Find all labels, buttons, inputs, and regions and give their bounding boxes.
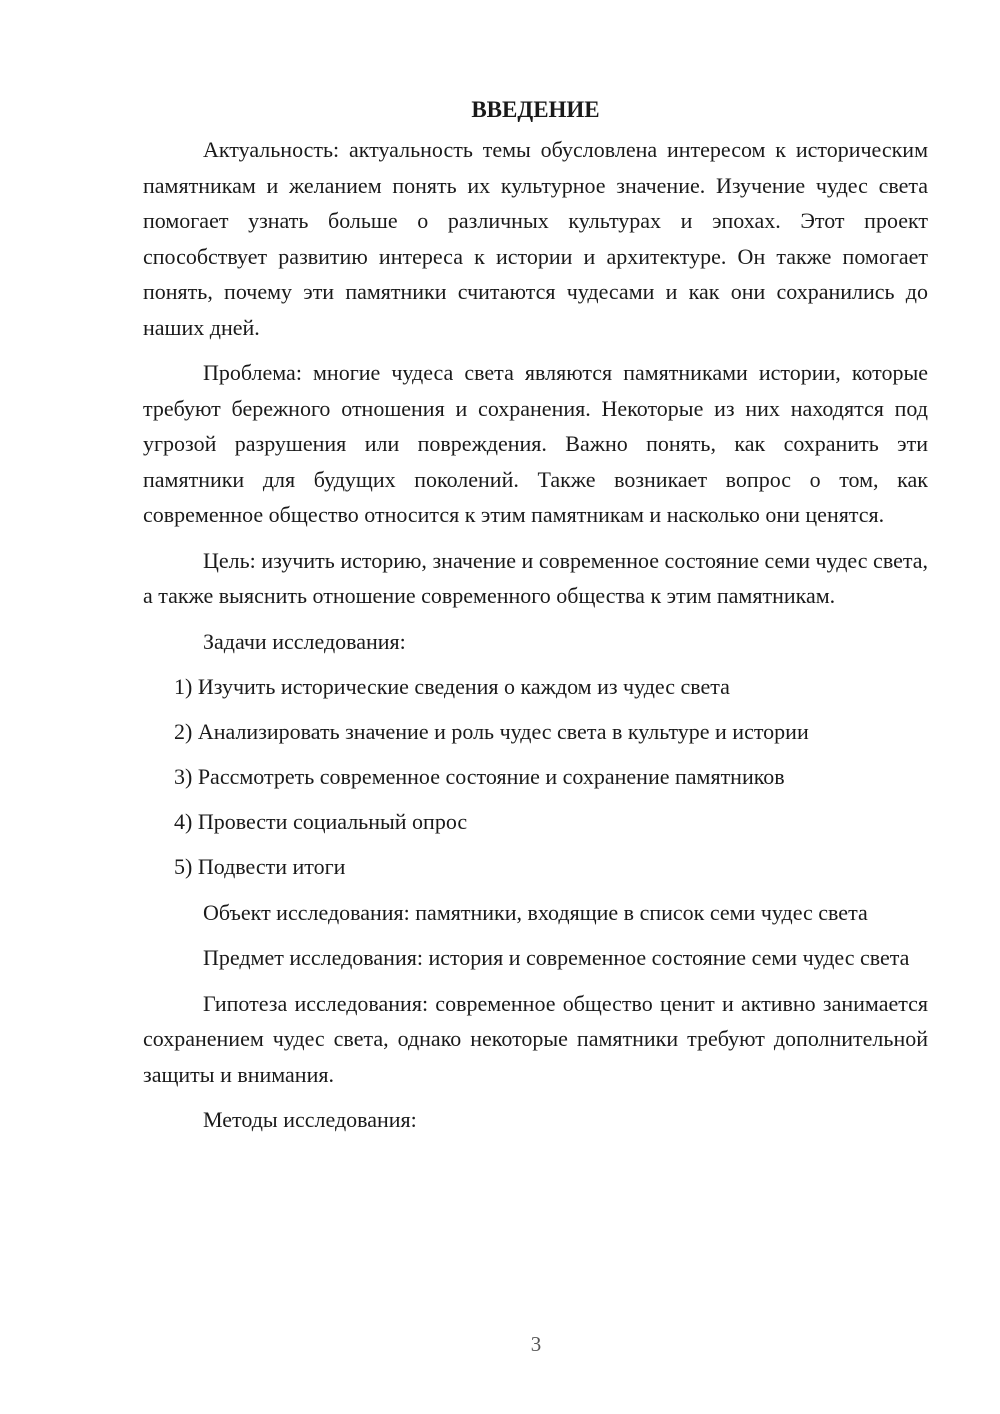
hypothesis-paragraph: Гипотеза исследования: современное общество ценит и активно занимается сохранением чудес света, однако некоторые памятники требуют дополнительной защиты и внимания. xyxy=(143,990,928,1087)
page-number: 3 xyxy=(530,1332,542,1356)
task-item: 4) Провести социальный опрос xyxy=(174,809,468,834)
goal-paragraph: Цель: изучить историю, значение и современное состояние семи чудес света, а также выяснить отношение современного общества к этим памятникам. xyxy=(143,547,928,608)
tasks-heading: Задачи исследования: xyxy=(203,628,406,654)
document-page xyxy=(143,92,928,1148)
problem-paragraph: Проблема: многие чудеса света являются памятниками истории, которые требуют бережного отношения и сохранения. Некоторые из них находятся под угрозой разрушения или повреждения. Важно понять, как сохранить эти памятники для будущих поколений. Также возникает вопрос о том, как современное общество относится к этим памятникам и насколько они ценятся. xyxy=(143,360,928,527)
subject-paragraph: Предмет исследования: история и современное состояние семи чудес света xyxy=(203,945,910,970)
methods-heading: Методы исследования: xyxy=(203,1107,417,1132)
tasks-list xyxy=(143,669,928,885)
page-title: ВВЕДЕНИЕ xyxy=(471,97,600,122)
task-item: 1) Изучить исторические сведения о каждом из чудес света xyxy=(174,674,730,699)
task-item: 2) Анализировать значение и роль чудес света в культуре и истории xyxy=(174,719,809,744)
relevance-paragraph: Актуальность: актуальность темы обусловлена интересом к историческим памятникам и желанием понять их культурное значение. Изучение чудес света помогает узнать больше о различных культурах и эпохах. Этот проект способствует развитию интереса к истории и архитектуре. Он также помогает понять, почему эти памятники считаются чудесами и как они сохранились до наших дней. xyxy=(143,137,928,340)
task-item: 5) Подвести итоги xyxy=(174,854,346,879)
object-paragraph: Объект исследования: памятники, входящие в список семи чудес света xyxy=(203,899,868,925)
task-item: 3) Рассмотреть современное состояние и сохранение памятников xyxy=(174,764,785,789)
